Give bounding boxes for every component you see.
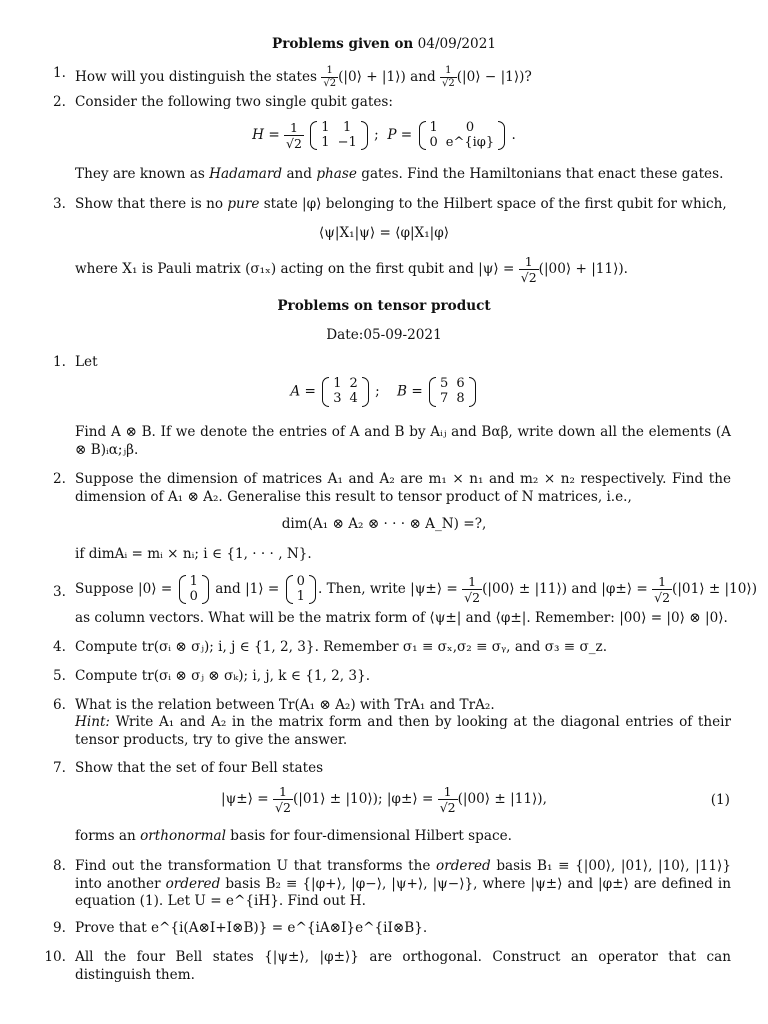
section1-title-label: Problems given on	[271, 36, 414, 52]
matrix-B	[429, 377, 476, 407]
bell-eq-a: |ψ±⟩ =	[221, 791, 269, 807]
s2-item3-text	[75, 573, 758, 605]
matrix-entry: 7	[440, 390, 449, 406]
matrices-A-B	[0, 377, 768, 407]
matrix-A	[322, 377, 369, 407]
gates-text-phase: phase	[316, 166, 357, 182]
matrix-entry: 1	[321, 119, 330, 135]
s2-item7-follow	[75, 828, 731, 846]
s1-item3-text	[75, 196, 731, 214]
section1-title-date: 04/09/2021	[417, 36, 496, 52]
vector-entry: 1	[189, 573, 198, 589]
frac-denominator: √2	[464, 590, 481, 605]
s1-item1-state1: (|0⟩ + |1⟩)	[338, 69, 406, 85]
fraction	[440, 65, 457, 90]
matrix-entry: 1	[333, 376, 342, 391]
matrix-entry: 2	[349, 376, 358, 391]
frac-numerator: 1	[438, 784, 458, 800]
s1-item1-text	[75, 65, 731, 90]
frac-denominator: √2	[286, 136, 302, 151]
where-text-a: where X₁ is Pauli matrix (σ₁ₓ) acting on the first qubit and |ψ⟩ =	[75, 261, 515, 277]
fraction	[438, 784, 458, 815]
s2-item6-hint	[75, 714, 731, 749]
s2-item3-part-b: and |1⟩ =	[215, 581, 280, 597]
hadamard-label: H =	[252, 127, 280, 143]
s1-item3-part-a: Show that there is no	[75, 196, 224, 212]
s2-item8-part-c: basis B₂ ≡ {|φ+⟩, |φ−⟩, |ψ+⟩, |ψ−⟩}, where |ψ±⟩ and |φ±⟩ are defined in equation (1). Let U = e^{iH}. Find out H.	[75, 875, 731, 910]
bell-states-equation	[0, 784, 768, 815]
frac-numerator: 1	[519, 254, 539, 270]
matrix-entry: −1	[337, 134, 357, 150]
bell-eq-b: (|01⟩ ± |10⟩); |φ±⟩ =	[292, 791, 434, 807]
s1-item3-part-b: state |φ⟩ belonging to the Hilbert space of the first qubit for which,	[263, 196, 727, 212]
separator: ;	[375, 383, 380, 400]
gates-text-hadamard: Hadamard	[209, 166, 283, 182]
s2-item3-part-a: Suppose |0⟩ =	[75, 581, 173, 597]
s2-item7-emph: orthonormal	[140, 828, 226, 844]
s1-item1-part-a: How will you distinguish the states	[75, 69, 317, 85]
separator: ;	[374, 127, 379, 143]
fraction	[462, 574, 482, 605]
hadamard-matrix	[310, 121, 367, 151]
s1-item2-text: Consider the following two single qubit gates:	[75, 94, 393, 110]
dimension-equation: dim(A₁ ⊗ A₂ ⊗ · · · ⊗ A_N) =?,	[281, 516, 487, 532]
s1-item3-emph: pure	[227, 196, 260, 212]
s2-item8-ordered2: ordered	[165, 875, 221, 892]
s2-item7-follow-b: basis for four-dimensional Hilbert space.	[230, 828, 512, 844]
s2-item8-ordered1: ordered	[436, 858, 491, 874]
frac-numerator: 1	[284, 120, 304, 136]
s2-item1-follow: Find A ⊗ B. If we denote the entries of A and B by Aᵢⱼ and Bαβ, write down all the elements (A ⊗ B)ᵢα;ⱼβ.	[75, 424, 731, 458]
matrix-entry: 6	[456, 376, 465, 391]
where-text-b: (|00⟩ + |11⟩).	[538, 261, 628, 277]
s2-item6-text: What is the relation between Tr(A₁ ⊗ A₂) with TrA₁ and TrA₂.	[75, 697, 495, 713]
s2-item9-text: Prove that e^{i(A⊗I+I⊗B)} = e^{iA⊗I}e^{iI⊗B}.	[75, 920, 428, 936]
phase-label: P =	[387, 127, 413, 143]
s2-item10-text: All the four Bell states {|ψ±⟩, |φ±⟩} are orthogonal. Construct an operator that can distinguish them.	[75, 949, 731, 983]
expectation-equation: ⟨ψ|X₁|ψ⟩ = ⟨φ|X₁|φ⟩	[318, 225, 450, 241]
s2-item7-text: Show that the set of four Bell states	[75, 760, 324, 776]
s2-item9-number: 9.	[53, 920, 66, 936]
section2-date: Date:05-09-2021	[326, 327, 442, 343]
fraction	[273, 784, 293, 815]
fraction	[321, 65, 338, 90]
s2-item5-text: Compute tr(σᵢ ⊗ σⱼ ⊗ σₖ); i, j, k ∈ {1, 2, 3}.	[75, 668, 371, 684]
s2-item3-follow: as column vectors. What will be the matrix form of ⟨ψ±| and ⟨φ±|. Remember: |00⟩ = |0⟩ ⊗ |0⟩.	[75, 610, 728, 626]
ket1-vector	[286, 575, 316, 605]
hint-label: Hint:	[75, 714, 110, 730]
gates-text-c: gates. Find the Hamiltonians that enact these gates.	[361, 166, 724, 182]
s1-item1-number: 1.	[53, 65, 66, 81]
s2-item10-number: 10.	[44, 949, 66, 965]
s2-item6-number: 6.	[53, 697, 66, 713]
matrix-entry: 1	[343, 119, 352, 135]
ket0-vector	[179, 575, 209, 605]
s2-item1-text: Let	[75, 354, 98, 370]
matrix-entry: 5	[440, 376, 449, 391]
s2-item8-number: 8.	[53, 858, 66, 874]
hint-text: Write A₁ and A₂ in the matrix form and then by looking at the diagonal entries of their tensor products, try to give the answer.	[75, 714, 732, 748]
section1-title	[0, 36, 768, 54]
vector-entry: 0	[296, 573, 305, 589]
frac-denominator: √2	[520, 270, 537, 285]
matrix-entry: 8	[456, 390, 465, 406]
s2-item4-text: Compute tr(σᵢ ⊗ σⱼ); i, j ∈ {1, 2, 3}. Remember σ₁ ≡ σₓ,σ₂ ≡ σᵧ, and σ₃ ≡ σ_z.	[75, 639, 608, 655]
section2-title: Problems on tensor product	[277, 298, 491, 314]
vector-entry: 1	[296, 588, 305, 604]
fraction	[519, 254, 539, 285]
s1-item1-state2: (|0⟩ − |1⟩)?	[456, 69, 532, 85]
s2-item2-number: 2.	[53, 471, 66, 487]
matrix-entry: 1	[321, 134, 330, 150]
s2-item7-number: 7.	[53, 760, 66, 776]
s2-item5-number: 5.	[53, 668, 66, 684]
frac-numerator: 1	[652, 574, 672, 590]
s2-item7-follow-a: forms an	[75, 828, 136, 844]
vector-entry: 0	[189, 588, 198, 604]
fraction	[652, 574, 672, 605]
frac-numerator: 1	[462, 574, 482, 590]
s2-item3-part-d: (|00⟩ ± |11⟩) and |φ±⟩ =	[482, 581, 648, 597]
gates-text	[75, 166, 731, 184]
matrix-entry: e^{iφ}	[445, 134, 495, 150]
matrix-entry: 4	[349, 390, 358, 406]
s1-item3-number: 3.	[53, 196, 66, 212]
matrix-B-label: B =	[397, 383, 423, 400]
fraction	[284, 120, 304, 151]
s1-item1-part-b: and	[410, 69, 436, 85]
phase-matrix	[419, 121, 506, 151]
frac-denominator: √2	[654, 590, 671, 605]
frac-denominator: √2	[442, 78, 455, 89]
s1-item2-number: 2.	[53, 94, 66, 110]
s2-item3-part-e: (|01⟩ ± |10⟩)	[672, 581, 758, 597]
frac-denominator: √2	[439, 800, 456, 815]
frac-denominator: √2	[275, 800, 291, 815]
frac-numerator: 1	[273, 784, 293, 800]
matrix-entry: 0	[429, 134, 438, 150]
s2-item3-number: 3.	[53, 584, 66, 600]
s2-item2-text: Suppose the dimension of matrices A₁ and A₂ are m₁ × n₁ and m₂ × n₂ respectively. Find the dimension of A₁ ⊗ A₂. Generalise this result to tensor product of N matrices, i.e.,	[75, 471, 731, 505]
s2-item4-number: 4.	[53, 639, 66, 655]
frac-denominator: √2	[323, 78, 337, 89]
s2-item3-part-c: . Then, write |ψ±⟩ =	[317, 581, 458, 597]
where-text	[75, 254, 731, 285]
s2-item8-text	[75, 858, 731, 911]
s2-item1-number: 1.	[53, 354, 66, 370]
frac-numerator: 1	[321, 65, 338, 78]
s2-item8-part-b: basis B₁ ≡ {|00⟩, |01⟩, |10⟩, |11⟩} into another	[75, 858, 731, 892]
matrix-A-label: A =	[290, 383, 316, 400]
gates-text-a: They are known as	[75, 166, 205, 182]
s2-item2-follow: if dimAᵢ = mᵢ × nᵢ; i ∈ {1, · · · , N}.	[75, 546, 312, 562]
frac-numerator: 1	[440, 65, 457, 78]
s2-item8-part-a: Find out the transformation U that transforms the	[75, 858, 431, 874]
gate-equation	[0, 120, 768, 151]
equation-end: .	[511, 127, 516, 143]
matrix-entry: 3	[333, 390, 342, 406]
gates-text-b: and	[286, 166, 312, 182]
matrix-entry: 1	[429, 119, 438, 135]
equation-number: (1)	[710, 792, 730, 808]
matrix-entry: 0	[465, 119, 475, 135]
bell-eq-c: (|00⟩ ± |11⟩),	[457, 791, 547, 807]
